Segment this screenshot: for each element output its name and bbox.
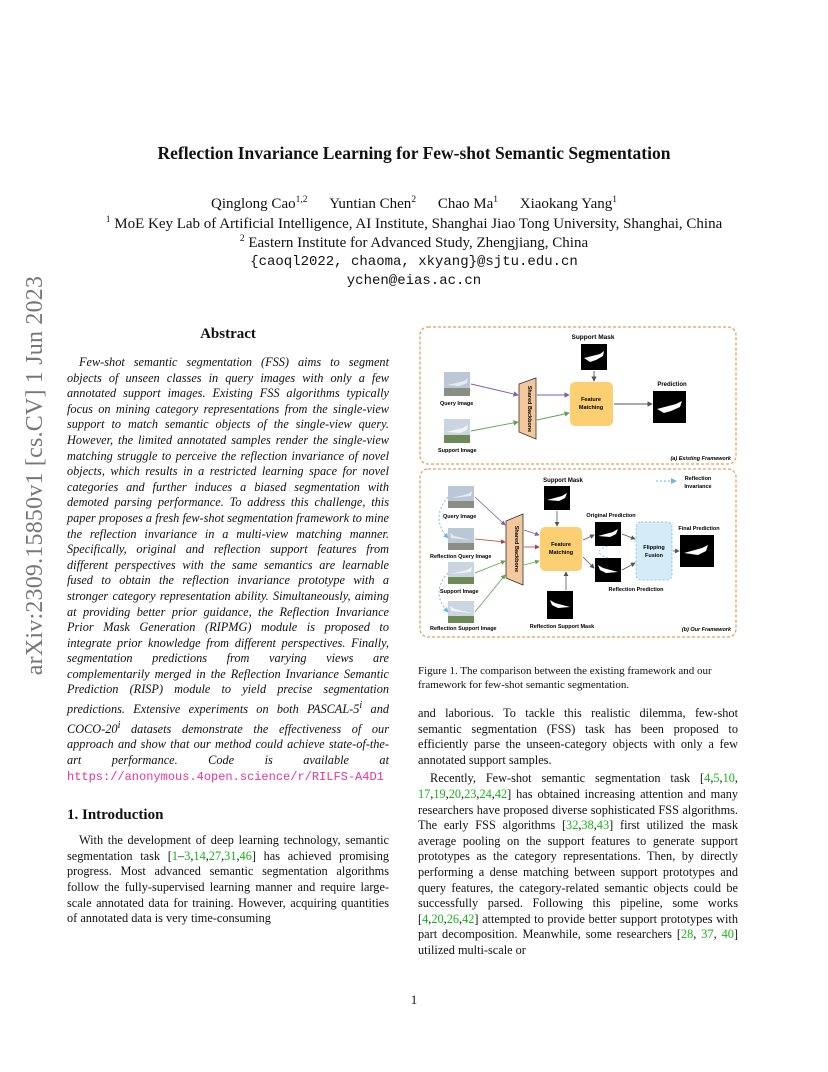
svg-text:Query Image: Query Image — [443, 514, 477, 520]
citation[interactable]: 17 — [418, 786, 431, 801]
citation[interactable]: 10 — [722, 771, 735, 786]
citation[interactable]: 42 — [462, 911, 475, 926]
svg-text:Support Mask: Support Mask — [543, 478, 583, 484]
right-column — [418, 325, 738, 959]
page-number: 1 — [410, 992, 418, 1007]
citation[interactable]: 5 — [713, 771, 720, 786]
citation[interactable]: 24 — [479, 786, 492, 801]
citation[interactable]: 31 — [224, 848, 237, 863]
author: Chao Ma$^1$ — [437, 195, 498, 212]
arxiv-stamp — [18, 275, 54, 675]
citation[interactable]: 38 — [581, 818, 594, 833]
author-list — [0, 195, 828, 213]
feature-matching-block — [570, 382, 613, 426]
svg-text:Invariance: Invariance — [684, 484, 712, 490]
citation[interactable]: 46 — [239, 848, 252, 863]
our-framework-tag: (b) Our Framework — [681, 627, 731, 633]
svg-text:Reflection Query Image: Reflection Query Image — [430, 554, 492, 560]
citation[interactable]: 4 — [422, 911, 429, 926]
support-mask-label: Support Mask — [571, 334, 615, 341]
citation[interactable]: 40 — [721, 927, 734, 942]
svg-text:Shared Backbone: Shared Backbone — [513, 525, 519, 573]
section-heading: 1. Introduction — [67, 807, 164, 824]
citation[interactable]: 27 — [208, 848, 222, 863]
author: Yuntian Chen$^2$ — [329, 195, 417, 212]
svg-text:Matching: Matching — [548, 550, 574, 556]
svg-text:Reflection: Reflection — [684, 476, 712, 482]
left-column — [67, 326, 389, 927]
citation[interactable]: 28 — [680, 927, 694, 942]
svg-text:Feature: Feature — [581, 397, 601, 403]
svg-text:Fusion: Fusion — [644, 553, 664, 559]
right-column-text — [418, 706, 738, 959]
svg-text:Final Prediction: Final Prediction — [678, 526, 720, 532]
paragraph: Recently, Few-shot semantic segmentation task [4,5,10, 17,19,20,23,24,42] has obtained increasing attention and many researchers have proposed diverse sophisticated FSS algorithms. The early FSS algorithms [32,38,43] first utilized the mask average pooling on the support features to generate support prototypes as the category representations. Then, by directly performing a dense matching between support prototypes and query features, the category-related semantic objects could be successfully parsed. Following this pipeline, some works [4,20,26,42] attempted to provide better support prototypes with part decomposition. Meanwhile, some researchers [28, 37, 40] utilized multi-scale or — [418, 771, 739, 957]
svg-text:Reflection Prediction: Reflection Prediction — [608, 587, 664, 593]
citation[interactable]: 14 — [193, 848, 206, 863]
author: Qinglong Cao$^{1,2}$ — [211, 195, 308, 212]
existing-framework-tag: (a) Existing Framework — [670, 456, 731, 462]
intro-paragraph: With the development of deep learning technology, semantic segmentation task [1–3,14,27,31,46] has achieved promising progress. Most advanced semantic segmentation algorithms follow the fully-supervised learning manner and require large-scale annotated data for training. However, acquiring quantities of annotated data is very time-consuming — [67, 833, 389, 926]
citation[interactable]: 19 — [433, 786, 446, 801]
affiliation: $^1$ MoE Key Lab of Artificial Intelligence, AI Institute, Shanghai Jiao Tong University, Shanghai, China — [105, 215, 723, 232]
prediction-label: Prediction — [657, 382, 687, 388]
citation[interactable]: 23 — [464, 786, 477, 801]
citation[interactable]: 43 — [596, 818, 610, 833]
citation[interactable]: 20 — [448, 786, 462, 801]
figure-1 — [418, 325, 738, 640]
citation[interactable]: 1 — [171, 848, 179, 863]
code-link[interactable]: https://anonymous.4open.science/r/RILFS-A4D1 — [67, 769, 384, 784]
affiliation: $^2$ Eastern Institute for Advanced Study, Zhengjiang, China — [239, 234, 589, 251]
figure-caption: Figure 1. The comparison between the existing framework and our framework for few-shot semantic segmentation. — [418, 665, 712, 691]
citation[interactable]: 20 — [431, 911, 444, 926]
flipping-fusion-block — [636, 522, 672, 580]
svg-text:Support Image: Support Image — [440, 589, 479, 595]
svg-text:Reflection Support Image: Reflection Support Image — [430, 626, 497, 632]
paper-title: Reflection Invariance Learning for Few-shot Semantic Segmentation — [157, 143, 671, 163]
abstract-text: Few-shot semantic segmentation (FSS) aims to segment objects of unseen classes in query images with only a few annotated support images. Existing FSS algorithms typically focus on mining category representations from the single-view support to match semantic objects of the single-view query. However, the limited annotated samples render the single-view matching struggle to perceive the reflection invariance of novel objects, which results in a restricted learning space for novel categories and further induces a biased segmentation with demoted parsing performance. To address this challenge, this paper proposes a fresh few-shot segmentation framework to mine the reflection invariance in a multi-view matching manner. Specifically, original and reflection support features from different perspectives with the same semantics are learnable fused to obtain the reflection invariance prototype with a stronger category representation ability. Simultaneously, aiming at providing better prior guidance, the Reflection Invariance Prior Mask Generation (RIPMG) module is proposed to integrate prior knowledge from different perspectives. Finally, segmentation predictions from varying views are complementarily merged in the Reflection Invariance Semantic Prediction (RISP) module to yield precise segmentation predictions. Extensive experiments on both PASCAL-5$^i$ and COCO-20$^i$ datasets demonstrate the effectiveness of our approach and show that our method could achieve state-of-the-art performance. Code is available at https://anonymous.4open.science/r/RILFS-A4D1 — [67, 355, 389, 784]
abstract-heading: Abstract — [200, 326, 256, 342]
framework-diagram — [418, 325, 738, 640]
paragraph: and laborious. To tackle this realistic dilemma, few-shot semantic segmentation (FSS) task has been proposed to efficiently parse the unseen-category objects with only a few annotated support samples. — [418, 706, 738, 767]
citation[interactable]: 37 — [701, 927, 714, 942]
svg-text:Matching: Matching — [578, 405, 604, 411]
citation[interactable]: 4 — [704, 771, 711, 786]
feature-matching-block — [540, 527, 582, 571]
citation[interactable]: 32 — [566, 818, 579, 833]
svg-text:Feature: Feature — [551, 542, 571, 548]
citation[interactable]: 42 — [494, 786, 508, 801]
backbone-label: Shared Backbone — [526, 385, 532, 433]
email-line: {caoql2022, chaoma, xkyang}@sjtu.edu.cn — [250, 254, 578, 270]
svg-text:Flipping: Flipping — [643, 545, 665, 551]
svg-text:Reflection Support Mask: Reflection Support Mask — [529, 624, 595, 630]
query-image-label: Query Image — [440, 401, 474, 407]
support-image-label: Support Image — [438, 448, 477, 454]
author: Xiaokang Yang$^1$ — [519, 195, 617, 212]
arxiv-id: arXiv:2309.15850v1 [cs.CV] 1 Jun 2023 — [22, 275, 49, 675]
citation[interactable]: 3 — [184, 848, 191, 863]
svg-text:Original Prediction: Original Prediction — [586, 513, 636, 519]
email-line: ychen@eias.ac.cn — [346, 273, 482, 289]
citation[interactable]: 26 — [446, 911, 460, 926]
